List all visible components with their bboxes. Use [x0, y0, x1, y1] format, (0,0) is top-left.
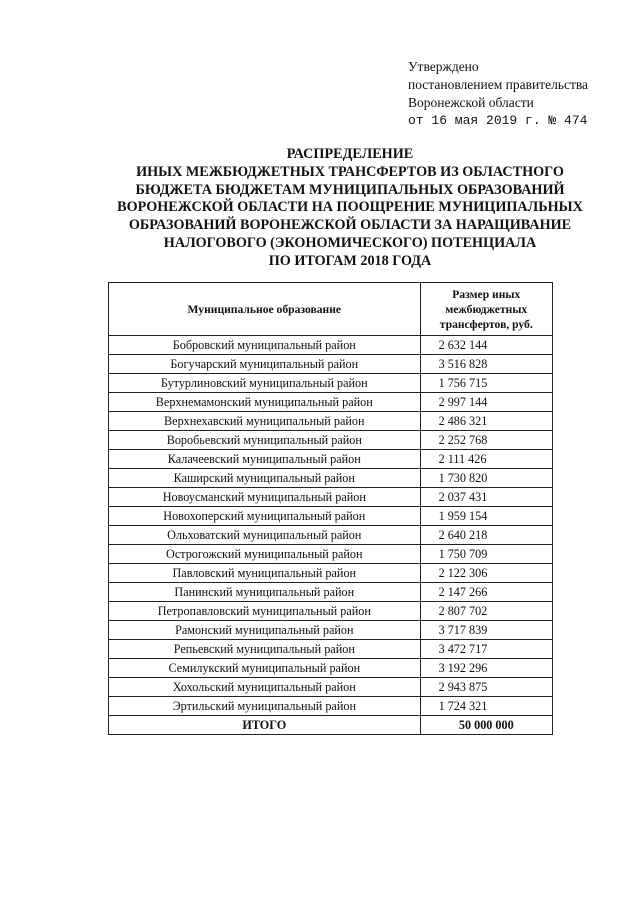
amount-cell: 1 959 154	[420, 507, 552, 526]
amount-cell: 2 111 426	[420, 450, 552, 469]
municipality-cell: Воробьевский муниципальный район	[109, 431, 421, 450]
total-label: ИТОГО	[109, 716, 421, 735]
title-line: ВОРОНЕЖСКОЙ ОБЛАСТИ НА ПООЩРЕНИЕ МУНИЦИПАЛЬНЫХ	[117, 199, 583, 216]
title-line: БЮДЖЕТА БЮДЖЕТАМ МУНИЦИПАЛЬНЫХ ОБРАЗОВАНИЙ	[135, 181, 565, 198]
table-row	[109, 488, 553, 507]
municipality-cell: Бобровский муниципальный район	[109, 336, 421, 355]
approval-date-line: от 16 мая 2019 г. № 474	[408, 113, 588, 128]
amount-cell: 2 943 875	[420, 678, 552, 697]
municipality-cell: Новоусманский муниципальный район	[109, 488, 421, 507]
table-row	[109, 374, 553, 393]
municipality-cell: Верхнехавский муниципальный район	[109, 412, 421, 431]
column-header-amount-line: Размер иных	[452, 287, 521, 301]
table-row	[109, 602, 553, 621]
municipality-cell: Рамонский муниципальный район	[109, 621, 421, 640]
title-line: РАСПРЕДЕЛЕНИЕ	[286, 146, 414, 162]
amount-cell: 2 640 218	[420, 526, 552, 545]
table-row	[109, 621, 553, 640]
amount-cell: 1 750 709	[420, 545, 552, 564]
total-row	[109, 716, 553, 735]
municipality-cell: Эртильский муниципальный район	[109, 697, 421, 716]
amount-cell: 2 997 144	[420, 393, 552, 412]
municipality-cell: Богучарский муниципальный район	[109, 355, 421, 374]
municipality-cell: Бутурлиновский муниципальный район	[109, 374, 421, 393]
amount-cell: 1 724 321	[420, 697, 552, 716]
municipality-cell: Верхнемамонский муниципальный район	[109, 393, 421, 412]
municipality-cell: Павловский муниципальный район	[109, 564, 421, 583]
table-row	[109, 469, 553, 488]
table-row	[109, 507, 553, 526]
approval-line: постановлением правительства	[408, 77, 589, 92]
table-row	[109, 355, 553, 374]
amount-cell: 2 807 702	[420, 602, 552, 621]
municipality-cell: Петропавловский муниципальный район	[109, 602, 421, 621]
amount-cell: 2 486 321	[420, 412, 552, 431]
municipality-cell: Семилукский муниципальный район	[109, 659, 421, 678]
table-row	[109, 336, 553, 355]
table-row	[109, 450, 553, 469]
column-header-amount-line: трансфертов, руб.	[439, 317, 533, 331]
municipality-cell: Панинский муниципальный район	[109, 583, 421, 602]
table-row	[109, 678, 553, 697]
amount-cell: 2 122 306	[420, 564, 552, 583]
title-line: ОБРАЗОВАНИЙ ВОРОНЕЖСКОЙ ОБЛАСТИ ЗА НАРАЩИВАНИЕ	[128, 217, 572, 234]
amount-cell: 3 472 717	[420, 640, 552, 659]
table-row	[109, 583, 553, 602]
amount-cell: 2 252 768	[420, 431, 552, 450]
amount-cell: 1 730 820	[420, 469, 552, 488]
table-header-row	[109, 283, 553, 336]
amount-cell: 3 192 296	[420, 659, 552, 678]
table-row	[109, 697, 553, 716]
table-row	[109, 412, 553, 431]
column-header-amount-line: межбюджетных	[445, 302, 528, 316]
total-amount: 50 000 000	[420, 716, 552, 735]
municipality-cell: Острогожский муниципальный район	[109, 545, 421, 564]
municipality-cell: Новохоперский муниципальный район	[109, 507, 421, 526]
amount-cell: 2 037 431	[420, 488, 552, 507]
amount-cell: 2 147 266	[420, 583, 552, 602]
municipality-cell: Каширский муниципальный район	[109, 469, 421, 488]
table-row	[109, 545, 553, 564]
title-line: НАЛОГОВОГО (ЭКОНОМИЧЕСКОГО) ПОТЕНЦИАЛА	[163, 234, 537, 251]
municipality-cell: Ольховатский муниципальный район	[109, 526, 421, 545]
amount-cell: 3 516 828	[420, 355, 552, 374]
column-header-amount	[420, 283, 552, 336]
table-row	[109, 659, 553, 678]
column-header-municipality: Муниципальное образование	[109, 283, 421, 336]
amount-cell: 3 717 839	[420, 621, 552, 640]
amount-cell: 1 756 715	[420, 374, 552, 393]
approval-stamp	[408, 58, 588, 130]
document-title	[95, 146, 605, 271]
approval-line: Воронежской области	[408, 95, 534, 110]
table-row	[109, 526, 553, 545]
municipality-cell: Калачеевский муниципальный район	[109, 450, 421, 469]
title-line: ИНЫХ МЕЖБЮДЖЕТНЫХ ТРАНСФЕРТОВ ИЗ ОБЛАСТНОГО	[136, 163, 564, 180]
table-row	[109, 564, 553, 583]
approval-line: Утверждено	[408, 59, 479, 74]
table-row	[109, 431, 553, 450]
municipality-cell: Репьевский муниципальный район	[109, 640, 421, 659]
municipality-cell: Хохольский муниципальный район	[109, 678, 421, 697]
amount-cell: 2 632 144	[420, 336, 552, 355]
table-row	[109, 393, 553, 412]
title-line: ПО ИТОГАМ 2018 ГОДА	[268, 252, 432, 269]
table-row	[109, 640, 553, 659]
transfers-table	[108, 282, 553, 735]
